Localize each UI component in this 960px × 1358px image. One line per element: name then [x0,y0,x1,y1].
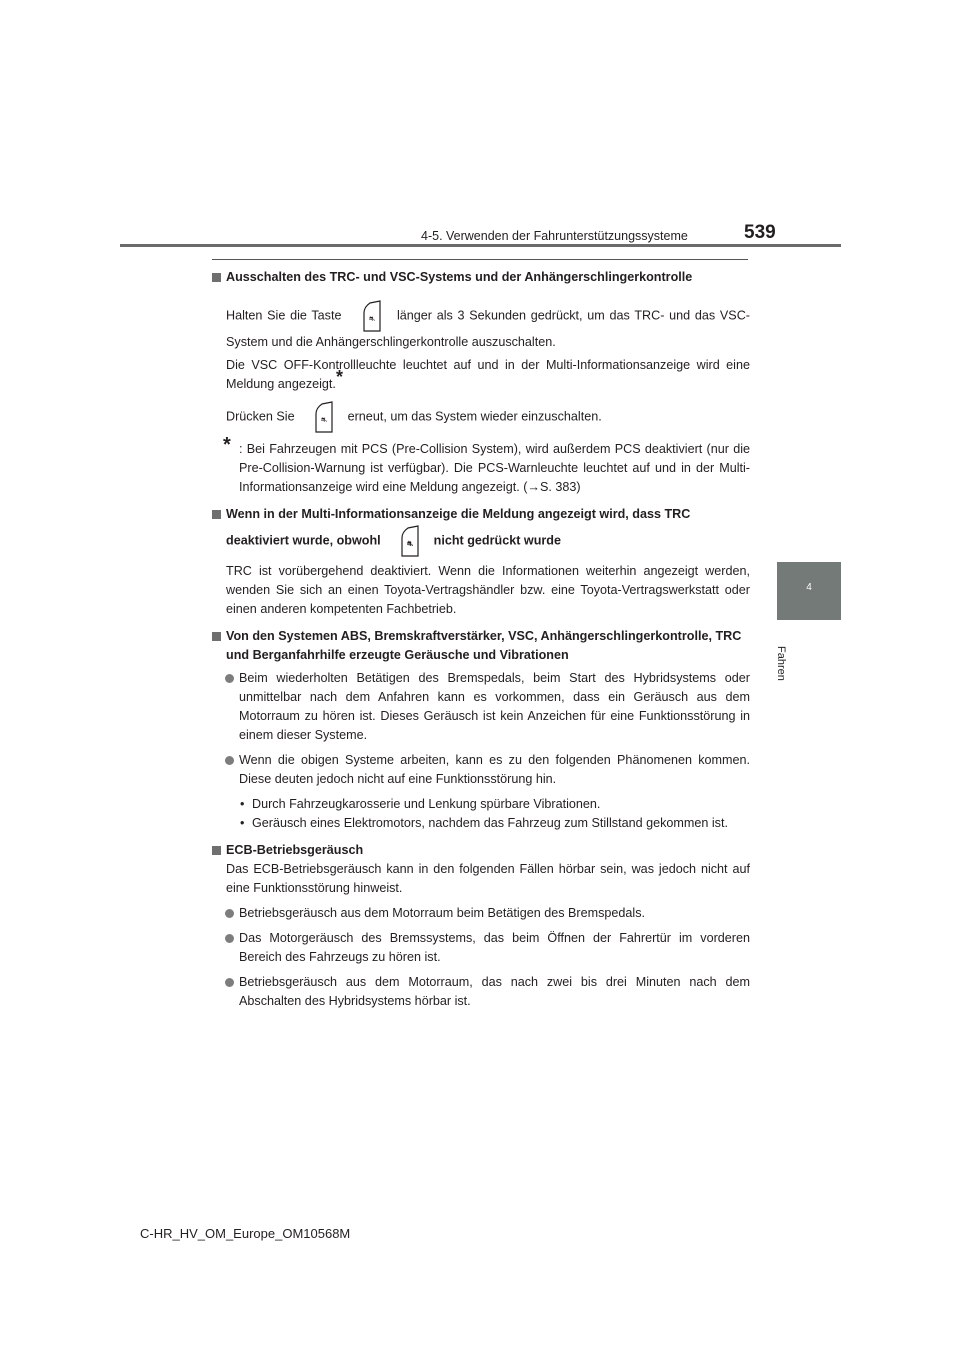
svg-text:⛐: ⛐ [321,416,328,424]
section-heading [212,841,750,860]
document-code: C-HR_HV_OM_Europe_OM10568M [140,1226,351,1241]
list-item-text: Wenn die obigen Systeme arbeiten, kann es zu den folgenden Phänomenen kommen. Diese deuten jedoch nicht auf eine Funktionsstörung hin. [239,753,750,786]
sub-bullet-marker: • [240,797,245,811]
paragraph-text: Das ECB-Betriebsgeräusch kann in den folgenden Fällen hörbar sein, was jedoch nicht auf eine Funktionsstörung hinweist. [226,862,750,895]
section-heading [212,505,750,558]
heading-text: ECB-Betriebsgeräusch [226,843,364,857]
paragraph-text: länger als 3 Sekunden gedrückt, um das TRC- und das VSC-System und die Anhängerschlingerkontrolle auszuschalten. [226,308,750,349]
vsc-off-button-icon [354,299,384,333]
section-title: 4-5. Verwenden der Fahrunterstützungssysteme [421,229,688,243]
sub-list-item [212,814,750,833]
footnote-text: : Bei Fahrzeugen mit PCS (Pre-Collision System), wird außerdem PCS deaktiviert (nur die Pre-Collision-Warnung ist verfügbar). Die PCS-Warnleuchte leuchtet auf und in der Multi-Informationsanzeige wird eine Meldung angezeigt. (→S. 383) [239,442,750,494]
paragraph-text: TRC ist vorübergehend deaktiviert. Wenn die Informationen weiterhin angezeigt werden, wenden Sie sich an einen Toyota-Vertragshändler bzw. eine Toyota-Vertragswerkstatt oder einen anderen kompetenten Fachbetrieb. [226,564,750,616]
square-bullet-icon [212,510,221,519]
paragraph-text: Die VSC OFF-Kontrollleuchte leuchtet auf und in der Multi-Informationsanzeige wird eine Meldung angezeigt. [226,358,750,391]
vsc-off-button-icon [306,400,336,434]
content-divider [212,259,748,260]
sub-list-item-text: Durch Fahrzeugkarosserie und Lenkung spürbare Vibrationen. [252,797,601,811]
list-item [212,904,750,923]
page-number: 539 [744,222,776,243]
round-bullet-icon [225,756,234,765]
round-bullet-icon [225,978,234,987]
square-bullet-icon [212,632,221,641]
footnote-marker: * [335,366,343,387]
paragraph [212,562,750,619]
heading-text: Ausschalten des TRC- und VSC-Systems und der Anhängerschlingerkontrolle [226,270,693,284]
paragraph [212,356,750,394]
heading-text: Wenn in der Multi-Informationsanzeige die Meldung angezeigt wird, dass TRC deaktiviert wurde, obwohl [226,507,691,548]
paragraph-text: Halten Sie die Taste [226,308,342,323]
list-item-text: Betriebsgeräusch aus dem Motorraum beim Betätigen des Bremspedals. [239,906,646,920]
chapter-number: 4 [806,582,812,593]
sub-bullet-marker: • [240,816,245,830]
footnote [212,434,750,497]
paragraph-text: erneut, um das System wieder einzuschalten. [347,409,602,424]
section-heading [212,627,750,665]
list-item [212,973,750,1011]
chapter-label: Fahren [775,646,787,681]
header-divider [120,244,841,247]
chapter-label-container [775,630,833,681]
heading-text: nicht gedrückt wurde [433,533,562,548]
paragraph [212,299,750,352]
list-item-text: Das Motorgeräusch des Bremssystems, das beim Öffnen der Fahrertür im vorderen Bereich des Fahrzeugs zu hören ist. [239,931,750,964]
chapter-tab [777,562,841,620]
vsc-off-button-icon [392,524,422,558]
section-heading [212,268,750,287]
heading-text: Von den Systemen ABS, Bremskraftverstärker, VSC, Anhängerschlingerkontrolle, TRC und Berganfahrhilfe erzeugte Geräusche und Vibrationen [226,629,742,662]
sub-list-item-text: Geräusch eines Elektromotors, nachdem das Fahrzeug zum Stillstand gekommen ist. [252,816,728,830]
list-item [212,929,750,967]
svg-text:⛐: ⛐ [407,540,414,548]
paragraph-text: Drücken Sie [226,409,295,424]
round-bullet-icon [225,674,234,683]
list-item [212,669,750,745]
round-bullet-icon [225,909,234,918]
list-item [212,751,750,789]
paragraph [212,860,750,898]
square-bullet-icon [212,273,221,282]
square-bullet-icon [212,846,221,855]
list-item-text: Beim wiederholten Betätigen des Bremspedals, beim Start des Hybridsystems oder unmittelbar nach dem Anfahren kann es vorkommen, dass ein Geräusch aus dem Motorraum zu hören ist. Dieses Geräusch ist kein Anzeichen für eine Funktionsstörung in einem dieser Systeme. [239,671,750,742]
round-bullet-icon [225,934,234,943]
paragraph [212,400,750,434]
page-content [212,268,750,1011]
list-item-text: Betriebsgeräusch aus dem Motorraum, das nach zwei bis drei Minuten nach dem Abschalten des Hybridsystems hörbar ist. [239,975,750,1008]
sub-list-item [212,795,750,814]
svg-text:⛐: ⛐ [369,315,376,323]
footnote-marker: * [223,434,231,456]
